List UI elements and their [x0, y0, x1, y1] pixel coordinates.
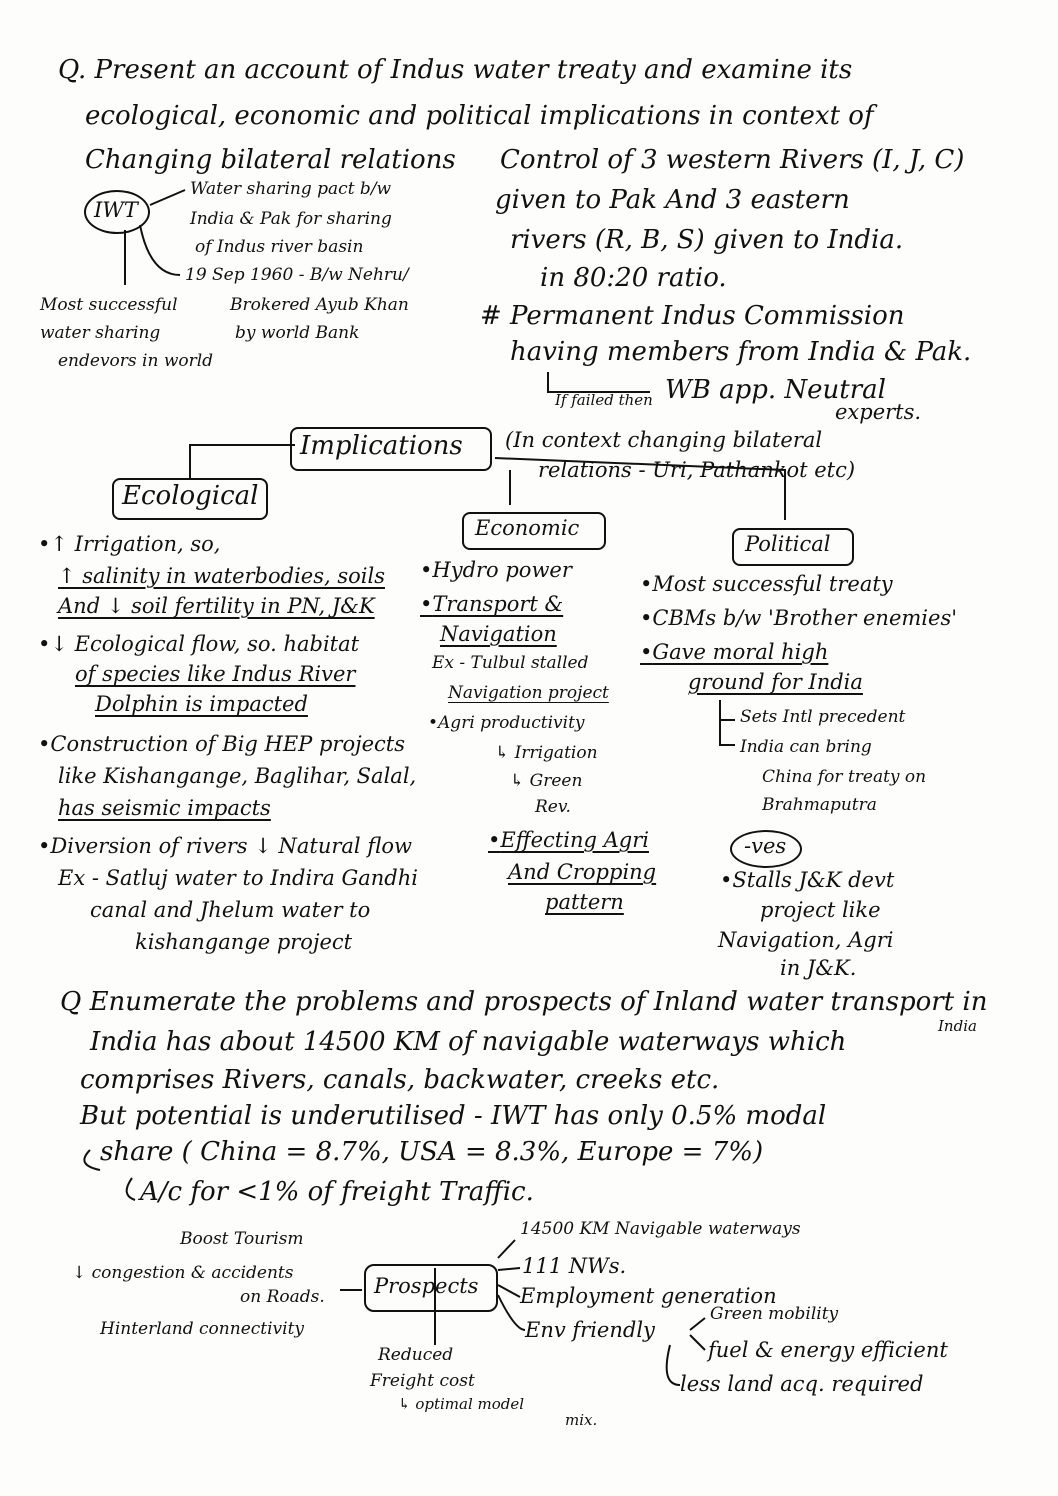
neg-1: • Stalls J&K devt [720, 868, 894, 892]
pol-sub-1: Sets Intl precedent [740, 707, 906, 727]
iwt-label: IWT [94, 198, 138, 222]
env-2: fuel & energy efficient [708, 1338, 948, 1362]
prospect-right-3: Employment generation [520, 1284, 777, 1308]
implications-ctx-2: relations - Uri, Pathankot etc) [538, 458, 856, 482]
q2-line3: comprises Rivers, canals, backwater, creeks etc. [80, 1065, 720, 1095]
prospect-bottom-3: ↳ optimal model [398, 1395, 525, 1413]
eco-4-1: • Diversion of rivers ↓ Natural flow [38, 834, 412, 858]
commission-wb: WB app. Neutral [665, 375, 886, 405]
econ-4-1: • Effecting Agri [488, 828, 649, 852]
eco-1-1: • ↑ Irrigation, so, [38, 532, 220, 556]
iwt-date-1: 19 Sep 1960 - B/w Nehru/ [185, 265, 409, 285]
env-1: Green mobility [710, 1304, 839, 1324]
prospect-bottom-1: Reduced [378, 1345, 454, 1365]
q1-line3: Changing bilateral relations [85, 145, 456, 175]
commission-experts: experts. [835, 400, 922, 424]
econ-4-3: pattern [545, 890, 624, 914]
q2-line1: Q Enumerate the problems and prospects of Inland water transport in [60, 987, 988, 1017]
eco-2-2: of species like Indus River [75, 662, 356, 686]
implications-title: Implications [300, 431, 463, 461]
econ-2-1: • Transport & [420, 592, 563, 616]
pol-sub-2: India can bring [740, 737, 872, 757]
q2-line4: But potential is underutilised - IWT has only 0.5% modal [80, 1101, 827, 1131]
prospect-bottom-2: Freight cost [370, 1371, 475, 1391]
econ-2-3: Ex - Tulbul stalled [432, 653, 589, 673]
iwt-desc-2: India & Pak for sharing [190, 209, 392, 229]
econ-1: • Hydro power [420, 558, 572, 582]
pol-sub-4: Brahmaputra [762, 795, 877, 815]
prospects-title: Prospects [374, 1274, 479, 1298]
eco-3-2: like Kishangange, Baglihar, Salal, [58, 764, 417, 788]
iwt-desc-1: Water sharing pact b/w [190, 179, 392, 199]
econ-3-1: • Agri productivity [428, 714, 585, 734]
neg-4: in J&K. [780, 956, 857, 980]
q1-line1: Q. Present an account of Indus water treaty and examine its [58, 55, 853, 85]
iwt-date-3: by world Bank [235, 323, 360, 343]
neg-2: project like [760, 898, 881, 922]
econ-4-2: And Cropping [508, 860, 657, 884]
ecological-title: Ecological [122, 481, 259, 511]
q2-line1-note: India [938, 1017, 977, 1035]
iwt-desc-3: of Indus river basin [195, 237, 364, 257]
economic-title: Economic [475, 516, 580, 540]
prospect-right-4: Env friendly [525, 1318, 655, 1342]
q2-line5: share ( China = 8.7%, USA = 8.3%, Europe = 7%) [100, 1137, 764, 1167]
neg-3: Navigation, Agri [718, 928, 894, 952]
eco-3-3: has seismic impacts [58, 796, 271, 820]
iwt-success-1: Most successful [40, 295, 178, 315]
iwt-success-3: endevors in world [58, 351, 214, 371]
q1-right-4: in 80:20 ratio. [540, 263, 727, 293]
eco-1-3: And ↓ soil fertility in PN, J&K [58, 594, 375, 618]
eco-4-2: Ex - Satluj water to Indira Gandhi [58, 866, 418, 890]
eco-4-3: canal and Jhelum water to [90, 898, 371, 922]
iwt-success-2: water sharing [40, 323, 161, 343]
eco-1-2: ↑ salinity in waterbodies, soils [58, 564, 385, 588]
env-3: less land acq. required [680, 1372, 924, 1396]
pol-3: • Gave moral high [640, 640, 828, 664]
political-title: Political [745, 532, 831, 556]
pol-1: • Most successful treaty [640, 572, 893, 596]
q1-right-3: rivers (R, B, S) given to India. [510, 225, 904, 255]
prospect-right-1: 14500 KM Navigable waterways [520, 1219, 801, 1239]
commission-1: # Permanent Indus Commission [480, 301, 905, 331]
eco-2-1: • ↓ Ecological flow, so. habitat [38, 632, 359, 656]
prospect-bottom-4: mix. [565, 1411, 598, 1429]
q2-line6: A/c for <1% of freight Traffic. [140, 1177, 534, 1207]
econ-3-4: Rev. [535, 797, 571, 817]
prospect-right-2: 111 NWs. [522, 1254, 627, 1278]
econ-3-3: ↳ Green [510, 771, 583, 791]
pol-4: ground for India [688, 670, 863, 694]
eco-2-3: Dolphin is impacted [95, 692, 308, 716]
prospect-left-4: Hinterland connectivity [100, 1319, 305, 1339]
eco-4-4: kishangange project [135, 930, 353, 954]
implications-ctx-1: (In context changing bilateral [505, 428, 823, 452]
prospect-left-3: on Roads. [240, 1287, 325, 1307]
econ-2-2: Navigation [440, 622, 557, 646]
commission-2: having members from India & Pak. [510, 337, 972, 367]
pol-sub-3: China for treaty on [762, 767, 927, 787]
q1-right-1: Control of 3 western Rivers (I, J, C) [500, 145, 965, 175]
econ-3-2: ↳ Irrigation [495, 743, 598, 763]
econ-2-4: Navigation project [448, 683, 609, 703]
prospect-left-1: Boost Tourism [180, 1229, 304, 1249]
prospect-left-2: ↓ congestion & accidents [72, 1263, 294, 1283]
q2-line2: India has about 14500 KM of navigable waterways which [90, 1027, 847, 1057]
commission-fail: If failed then [555, 391, 653, 409]
q1-line2: ecological, economic and political implications in context of [85, 101, 874, 131]
iwt-date-2: Brokered Ayub Khan [230, 295, 409, 315]
pol-2: • CBMs b/w 'Brother enemies' [640, 606, 957, 630]
eco-3-1: • Construction of Big HEP projects [38, 732, 405, 756]
negatives-label: -ves [744, 834, 787, 858]
q1-right-2: given to Pak And 3 eastern [495, 185, 850, 215]
